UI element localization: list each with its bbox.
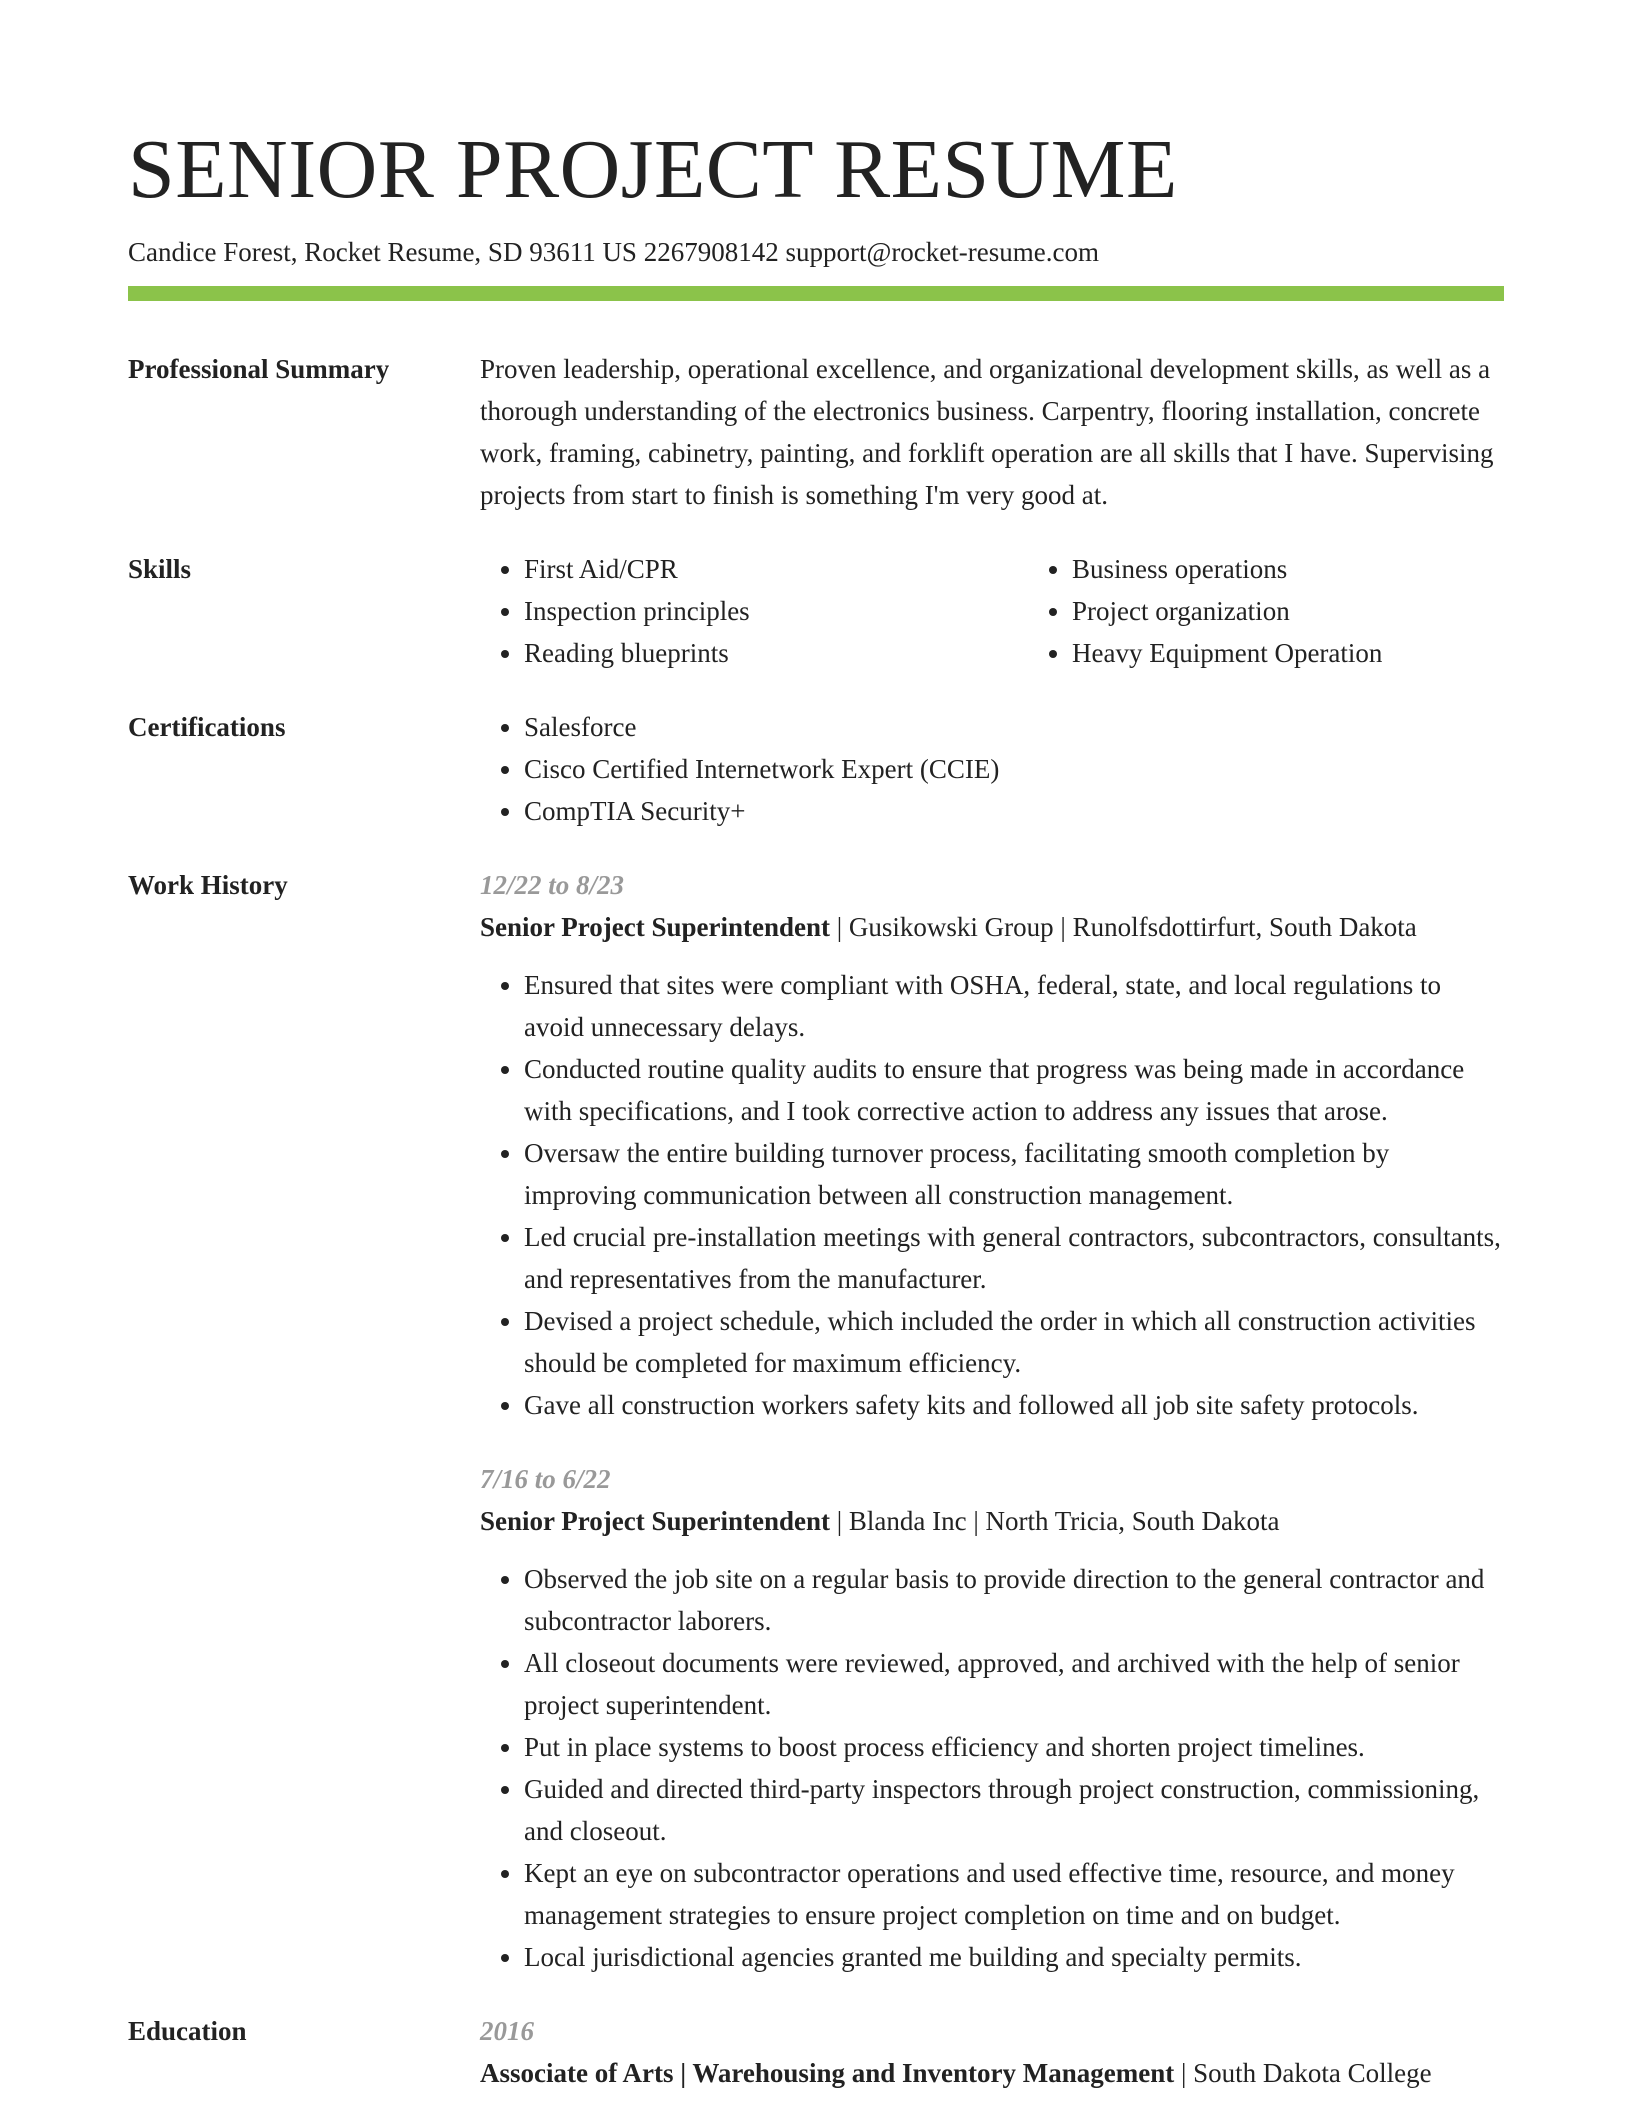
job-date: 7/16 to 6/22 (480, 1464, 611, 1494)
resume-title: SENIOR PROJECT RESUME (128, 123, 1178, 216)
skill-item: • Reading blueprints (524, 632, 1028, 674)
job-employer-location: | Blanda Inc | North Tricia, South Dakota (830, 1506, 1280, 1536)
job-bullet: • Observed the job site on a regular basis to provide direction to the general contractor and subcontractor laborers. (524, 1558, 1504, 1642)
skills-grid (480, 548, 1576, 674)
job-bullet: • Gave all construction workers safety kits and followed all job site safety protocols. (524, 1384, 1504, 1426)
resume-header (128, 120, 1504, 270)
skills-column-1 (480, 548, 1028, 674)
certification-item: • Salesforce (524, 706, 1504, 748)
job-heading (480, 906, 1504, 948)
job-entry (480, 1458, 1504, 1978)
work-history-section (128, 864, 1504, 1978)
job-bullet: • Put in place systems to boost process efficiency and shorten project timelines. (524, 1726, 1504, 1768)
job-bullet: • All closeout documents were reviewed, approved, and archived with the help of senior project superintendent. (524, 1642, 1504, 1726)
job-bullet: • Kept an eye on subcontractor operations and used effective time, resource, and money management strategies to ensure project completion on time and on budget. (524, 1852, 1504, 1936)
skill-item: • Business operations (1072, 548, 1576, 590)
certifications-section (128, 706, 1504, 832)
section-label-certifications: Certifications (128, 712, 286, 742)
job-bullets (480, 964, 1504, 1426)
job-title: Senior Project Superintendent (480, 912, 830, 942)
job-bullet: • Guided and directed third-party inspectors through project construction, commissioning, and closeout. (524, 1768, 1504, 1852)
skill-item: • Heavy Equipment Operation (1072, 632, 1576, 674)
job-date: 12/22 to 8/23 (480, 870, 625, 900)
job-entry (480, 864, 1504, 1426)
job-title: Senior Project Superintendent (480, 1506, 830, 1536)
job-bullet: • Conducted routine quality audits to ensure that progress was being made in accordance with specifications, and I took corrective action to address any issues that arose. (524, 1048, 1504, 1132)
job-employer-location: | Gusikowski Group | Runolfsdottirfurt, South Dakota (830, 912, 1417, 942)
skill-item: • First Aid/CPR (524, 548, 1028, 590)
school-name: | South Dakota College (1174, 2058, 1432, 2088)
summary-section (128, 348, 1504, 516)
job-heading (480, 1500, 1504, 1542)
job-bullet: • Oversaw the entire building turnover process, facilitating smooth completion by improving communication between all construction management. (524, 1132, 1504, 1216)
resume-content (128, 348, 1504, 2094)
section-label-summary: Professional Summary (128, 354, 390, 384)
job-bullet: • Ensured that sites were compliant with OSHA, federal, state, and local regulations to avoid unnecessary delays. (524, 964, 1504, 1048)
section-label-education: Education (128, 2016, 247, 2046)
section-label-work-history: Work History (128, 870, 288, 900)
education-heading (480, 2052, 1504, 2094)
job-bullet: • Devised a project schedule, which included the order in which all construction activities should be completed for maximum efficiency. (524, 1300, 1504, 1384)
degree-title: Associate of Arts | Warehousing and Inventory Management (480, 2058, 1175, 2088)
skill-item: • Project organization (1072, 590, 1576, 632)
job-bullet: • Led crucial pre-installation meetings with general contractors, subcontractors, consultants, and representatives from the manufacturer. (524, 1216, 1504, 1300)
skills-column-2 (1028, 548, 1576, 674)
certifications-list (480, 706, 1504, 832)
section-label-skills: Skills (128, 554, 192, 584)
contact-line: Candice Forest, Rocket Resume, SD 93611 US 2267908142 support@rocket-resume.com (128, 237, 1099, 267)
accent-divider (128, 286, 1504, 301)
job-bullet: • Local jurisdictional agencies granted me building and specialty permits. (524, 1936, 1504, 1978)
education-date: 2016 (480, 2016, 534, 2046)
skills-section (128, 548, 1504, 674)
education-section (128, 2010, 1504, 2094)
certification-item: • Cisco Certified Internetwork Expert (CCIE) (524, 748, 1504, 790)
summary-text: Proven leadership, operational excellence, and organizational development skills, as well as a thorough understanding of the electronics business. Carpentry, flooring installation, concrete work, framing, cabinetry, painting, and forklift operation are all skills that I have. Supervising projects from start to finish is something I'm very good at. (480, 354, 1494, 510)
certification-item: • CompTIA Security+ (524, 790, 1504, 832)
skill-item: • Inspection principles (524, 590, 1028, 632)
job-bullets (480, 1558, 1504, 1978)
